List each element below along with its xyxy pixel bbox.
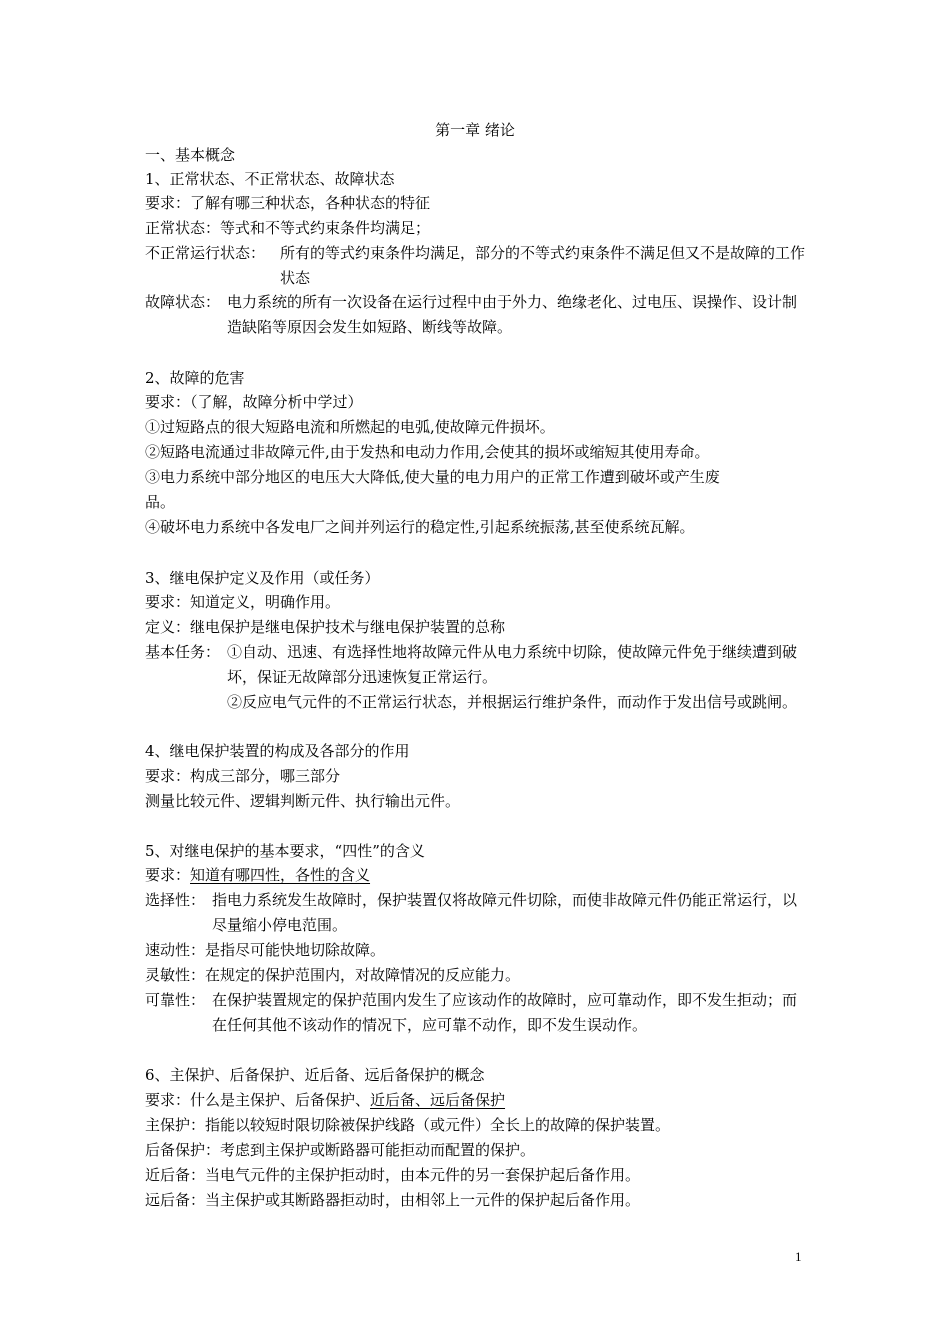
s1-fault-state — [145, 290, 810, 340]
s3-task-2: ②反应电气元件的不正常运行状态，并根据运行维护条件，而动作于发出信号或跳闸。 — [227, 693, 798, 711]
section-heading-basic-concepts: 一、基本概念 — [145, 146, 236, 164]
s2-item-2: ②短路电流通过非故障元件,由于发热和电动力作用,会使其的损坏或缩短其使用寿命。 — [145, 443, 710, 461]
s2-requirement: 要求：（了解，故障分析中学过） — [145, 393, 363, 411]
s5-selectivity — [145, 888, 810, 938]
s6-heading: 6、主保护、后备保护、近后备、远后备保护的概念 — [145, 1066, 485, 1084]
s5-requirement — [145, 863, 370, 887]
s6-req-prefix: 要求：什么是主保护、后备保护、 — [145, 1091, 371, 1109]
s4-parts: 测量比较元件、逻辑判断元件、执行输出元件。 — [145, 792, 461, 810]
s5-sel-label: 选择性： — [145, 891, 206, 909]
s5-rel-label: 可靠性： — [145, 991, 206, 1009]
s3-heading: 3、继电保护定义及作用（或任务） — [145, 569, 380, 587]
s3-task-1: ①自动、迅速、有选择性地将故障元件从电力系统中切除，使故障元件免于继续遭到破坏，保证无故障部分迅速恢复正常运行。 — [227, 643, 798, 686]
s2-heading: 2、故障的危害 — [145, 369, 245, 387]
s5-req-prefix: 要求： — [145, 866, 191, 884]
s4-requirement: 要求：构成三部分，哪三部分 — [145, 767, 341, 785]
s5-reliability — [145, 988, 810, 1038]
s3-definition: 定义：继电保护是继电保护技术与继电保护装置的总称 — [145, 618, 506, 636]
s2-item-1: ①过短路点的很大短路电流和所燃起的电弧,使故障元件损坏。 — [145, 418, 555, 436]
s3-basic-tasks — [145, 640, 810, 715]
s5-sel-text: 指电力系统发生故障时，保护装置仅将故障元件切除，而使非故障元件仍能正常运行，以尽量缩小停电范围。 — [212, 891, 798, 934]
s6-main-protection: 主保护：指能以较短时限切除被保护线路（或元件）全长上的故障的保护装置。 — [145, 1116, 671, 1134]
s1-abnormal-label: 不正常运行状态： — [145, 244, 266, 262]
s6-backup-protection: 后备保护：考虑到主保护或断路器可能拒动而配置的保护。 — [145, 1141, 536, 1159]
s3-requirement: 要求：知道定义，明确作用。 — [145, 593, 341, 611]
s3-task-label: 基本任务： — [145, 643, 221, 661]
s1-abnormal-state — [145, 241, 810, 291]
s2-item-3a: ③电力系统中部分地区的电压大大降低,使大量的电力用户的正常工作遭到破坏或产生废 — [145, 468, 720, 486]
page-number: 1 — [795, 1249, 802, 1264]
s6-near-backup: 近后备：当电气元件的主保护拒动时，由本元件的另一套保护起后备作用。 — [145, 1166, 641, 1184]
s4-heading: 4、继电保护装置的构成及各部分的作用 — [145, 742, 410, 760]
s2-item-4: ④破坏电力系统中各发电厂之间并列运行的稳定性,引起系统振荡,甚至使系统瓦解。 — [145, 518, 695, 536]
s5-sensitivity: 灵敏性：在规定的保护范围内，对故障情况的反应能力。 — [145, 966, 521, 984]
s1-requirement: 要求：了解有哪三种状态，各种状态的特征 — [145, 194, 431, 212]
s6-far-backup: 远后备：当主保护或其断路器拒动时，由相邻上一元件的保护起后备作用。 — [145, 1191, 641, 1209]
s1-fault-text: 电力系统的所有一次设备在运行过程中由于外力、绝缘老化、过电压、误操作、设计制造缺陷等原因会发生如短路、断线等故障。 — [227, 293, 798, 336]
s5-speed: 速动性：是指尽可能快地切除故障。 — [145, 941, 386, 959]
s1-normal-state: 正常状态：等式和不等式约束条件均满足； — [145, 219, 431, 237]
s6-requirement — [145, 1088, 505, 1112]
s5-req-underlined: 知道有哪四性，各性的含义 — [190, 866, 371, 884]
s6-req-underlined: 近后备、远后备保护 — [370, 1091, 506, 1109]
s1-heading: 1、正常状态、不正常状态、故障状态 — [145, 170, 395, 188]
s5-rel-text: 在保护装置规定的保护范围内发生了应该动作的故障时，应可靠动作，即不发生拒动；而在任何其他不该动作的情况下，应可靠不动作，即不发生误动作。 — [212, 991, 798, 1034]
s1-fault-label: 故障状态： — [145, 293, 221, 311]
s5-heading: 5、对继电保护的基本要求，“四性”的含义 — [145, 842, 425, 860]
s2-item-3b: 品。 — [145, 493, 176, 511]
chapter-title: 第一章 绪论 — [435, 121, 515, 139]
s1-abnormal-text: 所有的等式约束条件均满足，部分的不等式约束条件不满足但又不是故障的工作状态 — [280, 244, 806, 287]
